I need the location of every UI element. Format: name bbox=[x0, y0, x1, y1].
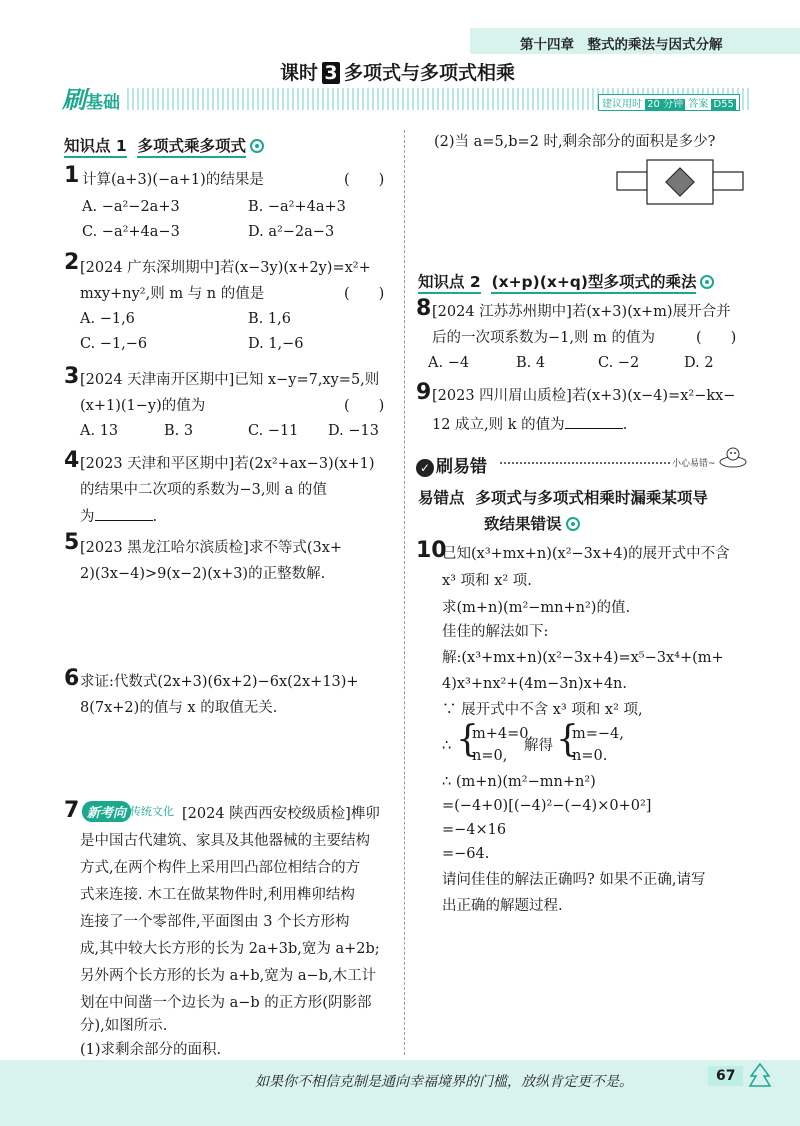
culture-tag: 传统文化 bbox=[130, 805, 174, 818]
q10-line: 解:(x³+mx+n)(x²−3x+4)=x⁵−3x⁴+(m+ bbox=[442, 650, 724, 666]
q1-option-d: D. a²−2a−3 bbox=[248, 224, 335, 240]
error-point-heading-line2 bbox=[484, 512, 580, 534]
brand-sub: 基础 bbox=[86, 93, 120, 113]
q1-option-b: B. −a²+4a+3 bbox=[248, 199, 346, 215]
q6-stem-line1: 求证:代数式(2x+3)(6x+2)−6x(2x+13)+ bbox=[80, 674, 359, 690]
left-rectangle bbox=[617, 172, 647, 190]
q3-option-c: C. −11 bbox=[248, 423, 299, 439]
q5-stem-line2: 2)(3x−4)>9(x−2)(x+3)的正整数解. bbox=[80, 566, 326, 582]
q5-stem-line1: [2023 黑龙江哈尔滨质检]求不等式(3x+ bbox=[80, 540, 343, 556]
mascot-icon bbox=[718, 444, 748, 468]
q10-line: 佳佳的解法如下: bbox=[442, 624, 549, 640]
time-box bbox=[598, 94, 740, 111]
time-label: 建议用时 bbox=[602, 99, 642, 110]
target-icon bbox=[700, 275, 714, 289]
q7-line: 方式,在两个构件上采用凹凸部位相结合的方 bbox=[80, 860, 361, 876]
q10-line: ∵ 展开式中不含 x³ 项和 x² 项, bbox=[442, 702, 643, 718]
q4 bbox=[64, 448, 79, 473]
q3-option-d: D. −13 bbox=[328, 423, 379, 439]
kp1-heading bbox=[64, 134, 264, 156]
q2-paren: ( ) bbox=[344, 286, 385, 302]
q1-option-a: A. −a²−2a+3 bbox=[82, 199, 180, 215]
q5 bbox=[64, 530, 79, 555]
question-number: 7 bbox=[64, 798, 80, 823]
tree-icon bbox=[748, 1062, 772, 1090]
answer-value: D55 bbox=[713, 99, 734, 110]
q1-option-c: C. −a²+4a−3 bbox=[82, 224, 180, 240]
error-point-heading bbox=[418, 486, 708, 508]
q8-paren: ( ) bbox=[696, 330, 737, 346]
q8-option-b: B. 4 bbox=[516, 355, 546, 371]
q7-line: [2024 陕西西安校级质检]榫卯 bbox=[182, 806, 380, 822]
left-brace: { bbox=[456, 719, 479, 760]
page-number: 67 bbox=[708, 1066, 743, 1086]
lesson-prefix: 课时 bbox=[280, 62, 319, 84]
q3-option-a: A. 13 bbox=[80, 423, 119, 439]
new-trend-badge: 新考向 bbox=[82, 801, 131, 822]
kp1-title: 多项式乘多项式 bbox=[137, 137, 246, 158]
q3 bbox=[64, 364, 79, 389]
question-number: 9 bbox=[416, 380, 432, 405]
question-number: 4 bbox=[64, 448, 80, 473]
footer-band bbox=[0, 1060, 800, 1126]
kp2-label: 知识点 2 bbox=[418, 273, 481, 294]
q8 bbox=[416, 296, 431, 321]
q4-stem-line3: 为 . bbox=[80, 506, 157, 526]
answer-blank[interactable] bbox=[565, 414, 623, 429]
kp1-label: 知识点 1 bbox=[64, 137, 127, 158]
q8-stem-line2: 后的一次项系数为−1,则 m 的值为 bbox=[432, 330, 655, 346]
q10-line: ∴ (m+n)(m²−mn+n²) bbox=[442, 774, 596, 790]
tenon-figure bbox=[616, 158, 744, 206]
q6 bbox=[64, 666, 79, 691]
lesson-title-text: 多项式与多项式相乘 bbox=[344, 62, 516, 84]
error-point-label: 易错点 bbox=[418, 489, 465, 507]
q7-line: 连接了一个零部件,平面图由 3 个长方形构 bbox=[80, 914, 350, 930]
q3-stem-line1: [2024 天津南开区期中]已知 x−y=7,xy=5,则 bbox=[80, 372, 380, 388]
q2-option-c: C. −1,−6 bbox=[80, 336, 148, 352]
q4-stem-text: 为 bbox=[80, 509, 95, 525]
left-brace: { bbox=[556, 719, 579, 760]
lesson-title bbox=[280, 58, 515, 85]
chapter-title: 第十四章 整式的乘法与因式分解 bbox=[520, 37, 723, 53]
question-number: 8 bbox=[416, 296, 432, 321]
q10-line: 已知(x³+mx+n)(x²−3x+4)的展开式中不含 bbox=[442, 546, 730, 562]
q7-line: 是中国古代建筑、家具及其他器械的主要结构 bbox=[80, 833, 370, 849]
q10-line: 出正确的解题过程. bbox=[442, 898, 563, 914]
q8-stem-line1: [2024 江苏苏州期中]若(x+3)(x+m)展开合并 bbox=[432, 304, 731, 320]
q3-stem-line2: (x+1)(1−y)的值为 bbox=[80, 398, 206, 414]
system1-eq2: n=0, bbox=[472, 748, 508, 764]
question-number: 10 bbox=[416, 538, 447, 563]
q7-line: 另外两个长方形的长为 a+b,宽为 a−b,木工计 bbox=[80, 968, 377, 984]
target-icon bbox=[250, 139, 264, 153]
q7-part2: (2)当 a=5,b=2 时,剩余部分的面积是多少? bbox=[434, 134, 716, 150]
q10-line: 请问佳佳的解法正确吗? 如果不正确,请写 bbox=[442, 872, 706, 888]
q7-line: (1)求剩余部分的面积. bbox=[80, 1042, 222, 1058]
q10-line: =(−4+0)[(−4)²−(−4)×0+0²] bbox=[442, 798, 652, 814]
q7-line: 式来连接. 木工在做某物件时,利用榫卯结构 bbox=[80, 887, 355, 903]
q2-option-d: D. 1,−6 bbox=[248, 336, 304, 352]
q7-line: 划在中间凿一个边长为 a−b 的正方形(阴影部 bbox=[80, 995, 372, 1011]
q4-stem-line1: [2023 天津和平区期中]若(2x²+ax−3)(x+1) bbox=[80, 456, 375, 472]
error-icon: ✓ bbox=[416, 459, 434, 477]
q8-option-a: A. −4 bbox=[428, 355, 470, 371]
question-number: 2 bbox=[64, 250, 80, 275]
q1-paren: ( ) bbox=[344, 172, 385, 188]
therefore-symbol: ∴ bbox=[442, 738, 452, 754]
kp2-heading bbox=[418, 270, 714, 292]
q7-line: 成,其中较大长方形的长为 2a+3b,宽为 a+2b; bbox=[80, 941, 380, 957]
q2-option-a: A. −1,6 bbox=[80, 311, 135, 327]
q9-stem-line1: [2023 四川眉山质检]若(x+3)(x−4)=x²−kx− bbox=[432, 388, 736, 404]
q2-stem-line2: mxy+ny²,则 m 与 n 的值是 bbox=[80, 286, 265, 302]
answer-blank[interactable] bbox=[95, 506, 153, 521]
question-number: 3 bbox=[64, 364, 80, 389]
equation-system bbox=[442, 719, 642, 770]
q2-stem-line1: [2024 广东深圳期中]若(x−3y)(x+2y)=x²+ bbox=[80, 260, 371, 276]
q7 bbox=[64, 798, 79, 823]
target-icon bbox=[566, 517, 580, 531]
column-divider bbox=[404, 130, 405, 1055]
q8-option-d: D. 2 bbox=[684, 355, 714, 371]
system2-eq1: m=−4, bbox=[572, 726, 624, 742]
q6-stem-line2: 8(7x+2)的值与 x 的取值无关. bbox=[80, 700, 278, 716]
q3-paren: ( ) bbox=[344, 398, 385, 414]
error-note: 小心易错~ bbox=[672, 459, 716, 469]
question-number: 6 bbox=[64, 666, 80, 691]
brand-logo bbox=[62, 80, 126, 115]
question-number: 5 bbox=[64, 530, 80, 555]
footer-quote: 如果你不相信克制是通向幸福境界的门槛，放纵肯定更不是。 bbox=[255, 1074, 633, 1090]
q7-line: 分),如图所示. bbox=[80, 1018, 168, 1034]
q2 bbox=[64, 250, 79, 275]
dotted-line bbox=[500, 462, 670, 464]
question-number: 1 bbox=[64, 163, 80, 188]
q10-line: =−64. bbox=[442, 846, 490, 862]
q2-option-b: B. 1,6 bbox=[248, 311, 291, 327]
q4-stem-line2: 的结果中二次项的系数为−3,则 a 的值 bbox=[80, 482, 327, 498]
kp2-title: (x+p)(x+q)型多项式的乘法 bbox=[491, 273, 696, 294]
right-rectangle bbox=[713, 172, 743, 190]
solve-word: 解得 bbox=[524, 738, 553, 754]
system1-eq1: m+4=0, bbox=[472, 726, 534, 742]
q10-line: 4)x³+nx²+(4m−3n)x+4n. bbox=[442, 676, 628, 692]
time-value: 20 分钟 bbox=[647, 99, 684, 110]
system2-eq2: n=0. bbox=[572, 748, 608, 764]
error-section-heading bbox=[416, 452, 487, 477]
error-point-title-line1: 多项式与多项式相乘时漏乘某项导 bbox=[475, 489, 708, 507]
error-section-title: 刷易错 bbox=[436, 457, 487, 477]
q9-stem-text: 12 成立,则 k 的值为 bbox=[432, 417, 565, 433]
brand-main: 刷 bbox=[62, 86, 86, 114]
q1-stem: 计算(a+3)(−a+1)的结果是 bbox=[82, 172, 264, 188]
lesson-number: 3 bbox=[322, 62, 340, 84]
answer-label: 答案 bbox=[688, 99, 709, 110]
q3-option-b: B. 3 bbox=[164, 423, 194, 439]
q10-line: x³ 项和 x² 项. bbox=[442, 573, 532, 589]
q9-stem-line2: 12 成立,则 k 的值为 . bbox=[432, 414, 627, 434]
q9 bbox=[416, 380, 431, 405]
q1 bbox=[64, 163, 79, 188]
q10-line: 求(m+n)(m²−mn+n²)的值. bbox=[442, 600, 631, 616]
q8-option-c: C. −2 bbox=[598, 355, 640, 371]
q10-line: =−4×16 bbox=[442, 822, 507, 838]
error-point-title-line2: 致结果错误 bbox=[484, 515, 562, 533]
